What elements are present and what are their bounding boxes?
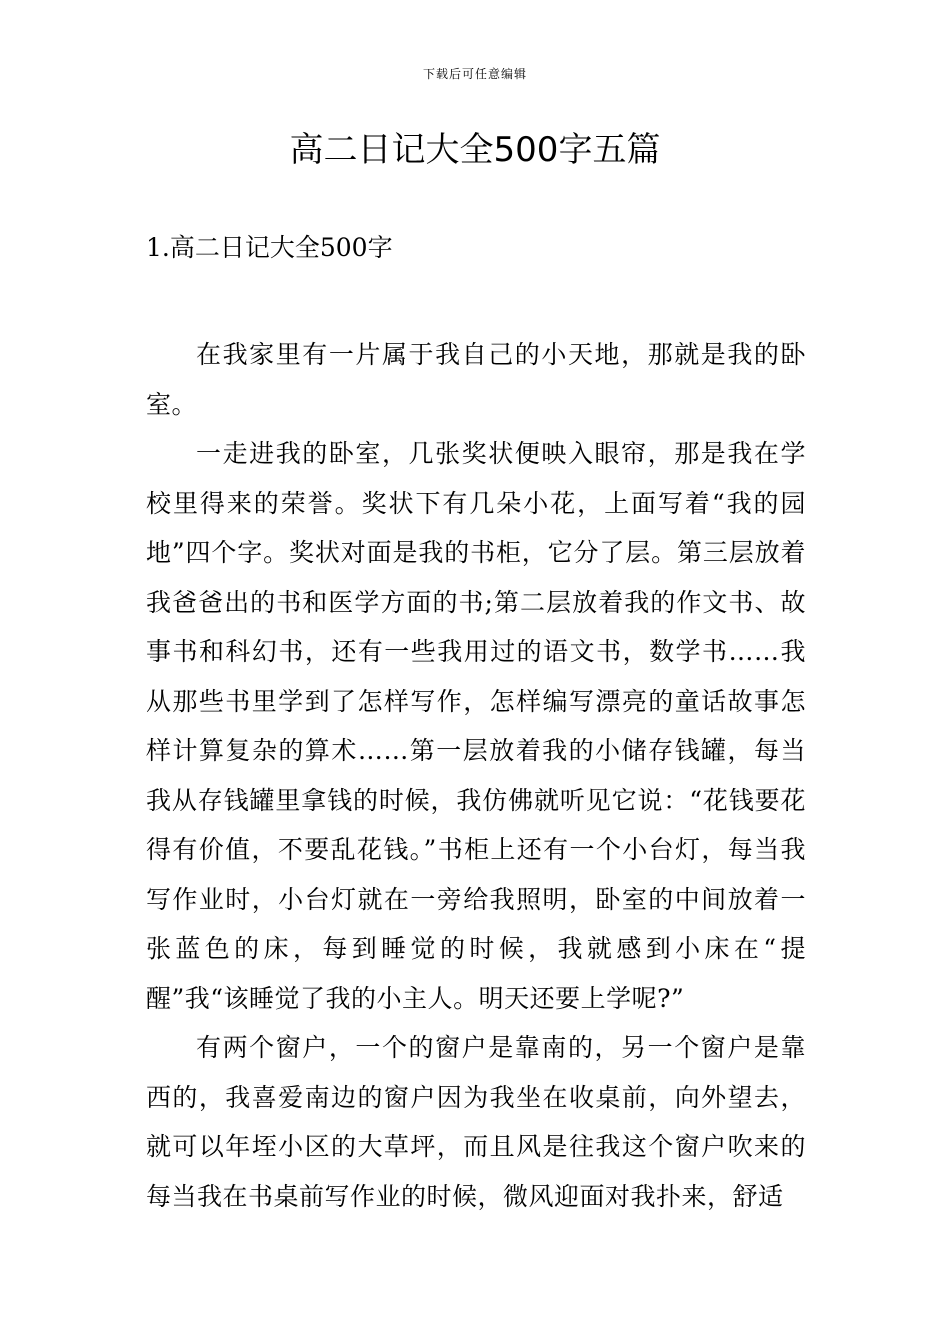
document-body	[146, 330, 806, 1221]
paragraph-3: 有两个窗户，一个的窗户是靠南的，另一个窗户是靠西的，我喜爱南边的窗户因为我坐在收桌前，向外望去，就可以年垤小区的大草坪，而且风是往我这个窗户吹来的每当我在书桌前写作业的时候，微风迎面对我扑来，舒适	[146, 1033, 806, 1211]
header-note: 下载后可任意编辑	[422, 67, 527, 81]
paragraph-1: 在我家里有一片属于我自己的小天地，那就是我的卧室。	[146, 340, 806, 419]
paragraph-2: 一走进我的卧室，几张奖状便映入眼帘，那是我在学校里得来的荣誉。奖状下有几朵小花，上面写着“我的园地”四个字。奖状对面是我的书柜，它分了层。第三层放着我爸爸出的书和医学方面的书;第二层放着我的作文书、故事书和科幻书，还有一些我用过的语文书，数学书……我从那些书里学到了怎样写作，怎样编写漂亮的童话故事怎样计算复杂的算术……第一层放着我的小储存钱罐，每当我从存钱罐里拿钱的时候，我仿佛就听见它说：“花钱要花得有价值，不要乱花钱。”书柜上还有一个小台灯，每当我写作业时，小台灯就在一旁给我照明，卧室的中间放着一张蓝色的床，每到睡觉的时候，我就感到小床在“提醒”我“该睡觉了我的小主人。明天还要上学呢?”	[146, 439, 806, 1013]
document-title: 高二日记大全500字五篇	[289, 130, 661, 170]
section-heading: 1.高二日记大全500字	[146, 233, 393, 262]
